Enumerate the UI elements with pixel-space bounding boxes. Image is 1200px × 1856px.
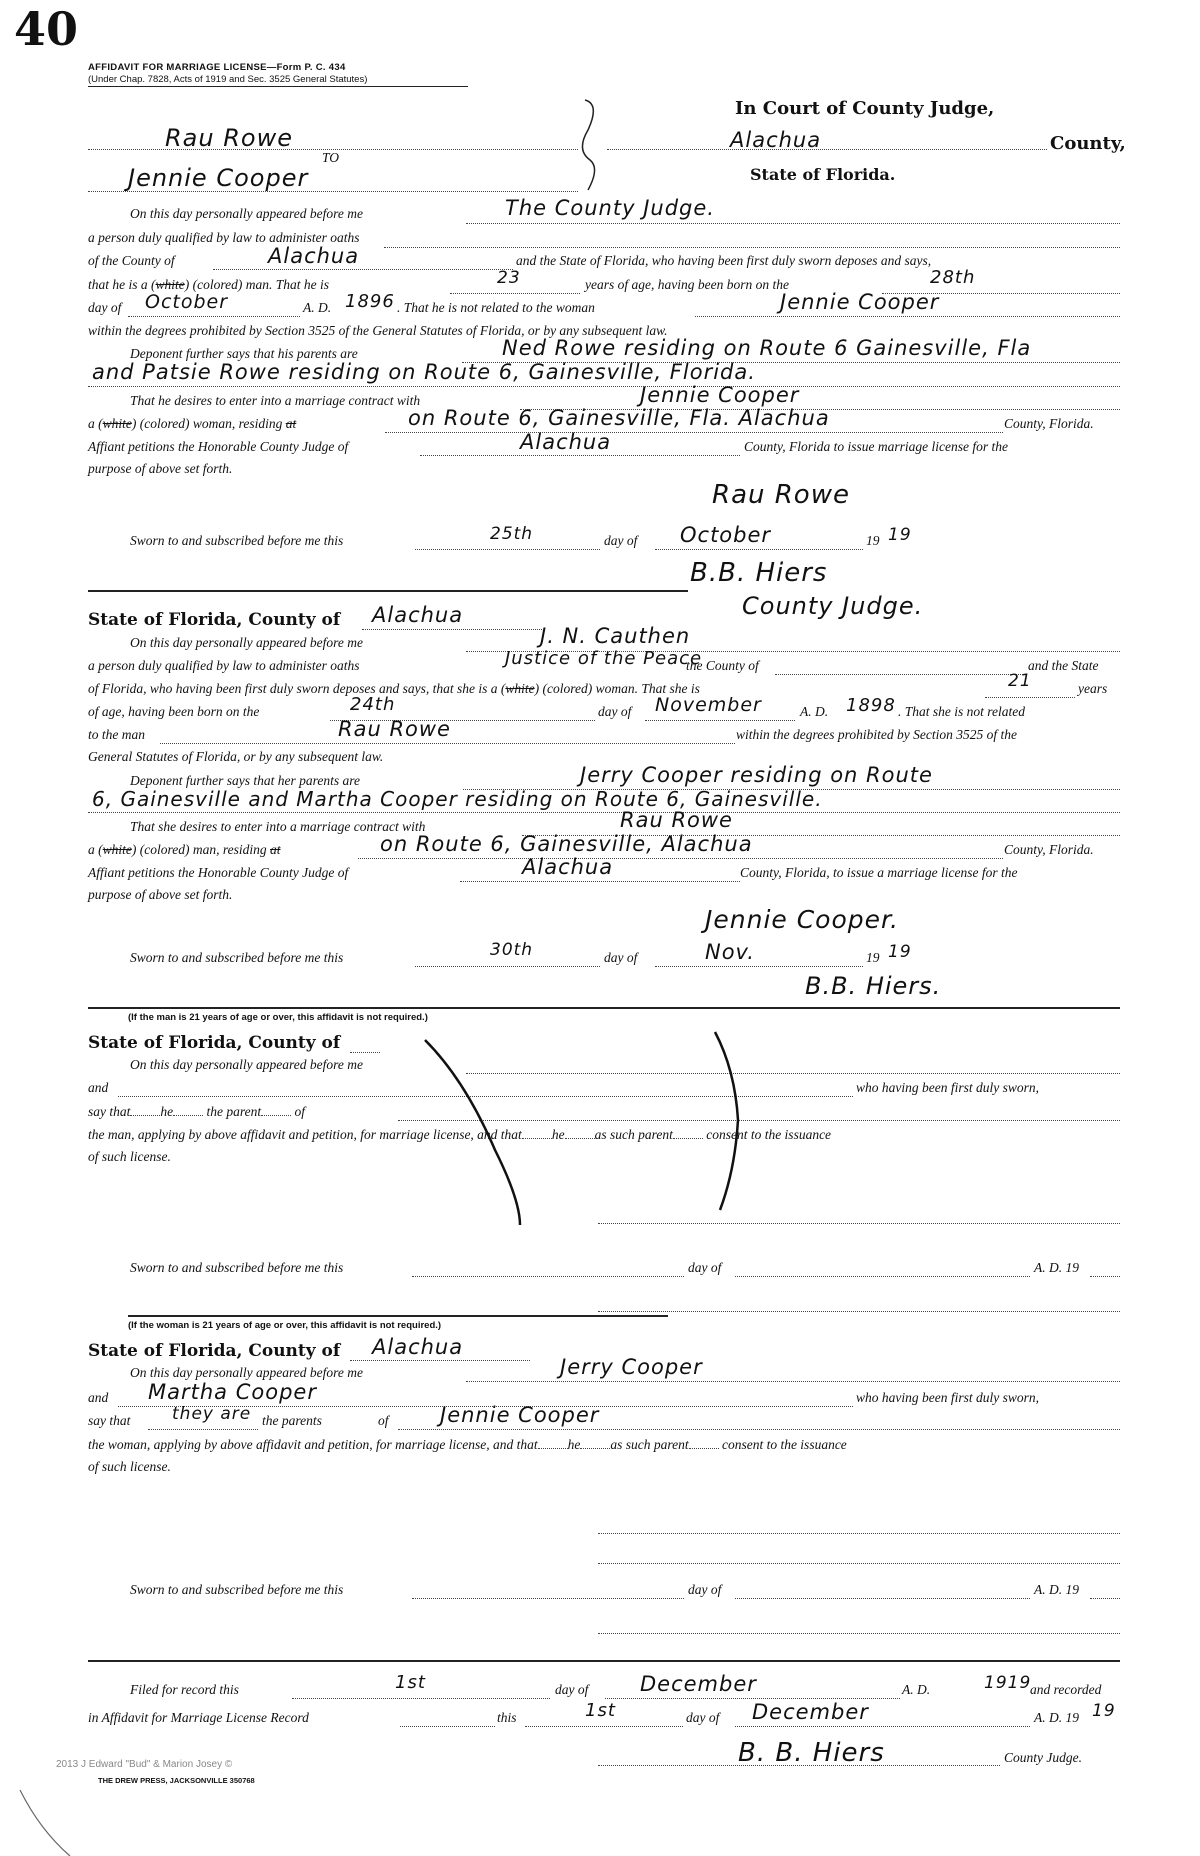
page-number: 40 [14, 2, 79, 56]
s1-sworn-month: October [680, 523, 772, 547]
s1-l10-post: County, Florida. [1004, 416, 1094, 431]
s1-parents-2: and Patsie Rowe residing on Route 6, Gainesville, Florida. [92, 360, 756, 384]
s4-l2-post: who having been first duly sworn, [856, 1390, 1039, 1405]
s2-l3-white: white [505, 681, 535, 696]
s4-child-name: Jennie Cooper [440, 1403, 600, 1427]
page-edge [20, 1790, 70, 1856]
s2-sworn-year: 19 [866, 950, 880, 965]
s1-day: 28th [930, 267, 976, 288]
s2-sworn-month: Nov. [705, 940, 755, 964]
s2-l11-pre: Affiant petitions the Honorable County Judge of [88, 865, 349, 880]
s2-parents-1: Jerry Cooper residing on Route [580, 763, 933, 787]
s2-sworn-mid: day of [604, 950, 638, 965]
s3-sworn-post: A. D. 19 [1034, 1260, 1079, 1275]
s1-county: Alachua [268, 244, 360, 268]
s1-l3-pre: of the County of [88, 253, 175, 268]
s1-l7-pre: Deponent further says that his parents are [130, 346, 358, 361]
s2-man: Rau Rowe [338, 717, 451, 741]
s2-l7-pre: Deponent further says that her parents are [130, 773, 360, 788]
s1-contract-with: Jennie Cooper [640, 383, 800, 407]
s1-l4-mid2: years of age, having been born on the [585, 277, 789, 292]
s2-ad: A. D. [800, 704, 829, 719]
s2-county: Alachua [372, 603, 464, 627]
s4-l4-mid: as such parent [610, 1437, 689, 1452]
s1-l12: purpose of above set forth. [88, 461, 233, 476]
printer-imprint: THE DREW PRESS, JACKSONVILLE 350768 [98, 1776, 255, 1785]
s4-l1-pre: On this day personally appeared before me [130, 1365, 363, 1380]
form-subheader: (Under Chap. 7828, Acts of 1919 and Sec. 3525 General Statutes) [88, 74, 368, 85]
s3-note: (If the man is 21 years of age or over, this affidavit is not required.) [128, 1012, 428, 1023]
party-bracket [582, 100, 594, 190]
f-l1-pre: Filed for record this [130, 1682, 239, 1697]
f-judge-signature: B. B. Hiers [738, 1738, 885, 1768]
s2-month: November [655, 694, 762, 716]
copyright-watermark: 2013 J Edward "Bud" & Marion Josey © [56, 1759, 233, 1770]
s3-heading: State of Florida, County of [88, 1033, 341, 1053]
s4-heading: State of Florida, County of [88, 1341, 341, 1361]
s4-l4a: the woman, applying by above affidavit and petition, for marriage license, and that [88, 1437, 538, 1452]
s2-l5-post: within the degrees prohibited by Section 3525 of the [736, 727, 1017, 742]
s4-parent-1: Jerry Cooper [560, 1355, 703, 1379]
cross-out-left [425, 1040, 520, 1225]
s3-sworn-mid: day of [688, 1260, 722, 1275]
court-heading: In Court of County Judge, [735, 98, 995, 119]
s2-l10-post: County, Florida. [1004, 842, 1094, 857]
s2-l12: purpose of above set forth. [88, 887, 233, 902]
s2-l3-mid: ) (colored) woman. That she is [534, 681, 700, 696]
f-year: 1919 [984, 1673, 1032, 1693]
s1-l6: within the degrees prohibited by Section 3525 of the General Statutes of Florida, or by any subsequent law. [88, 323, 668, 338]
court-county-label: County, [1050, 133, 1126, 154]
woman-name: Jennie Cooper [128, 164, 309, 192]
s1-year: 1896 [345, 291, 395, 312]
s1-age: 23 [497, 268, 521, 288]
s4-sworn-post: A. D. 19 [1034, 1582, 1079, 1597]
s1-residing: on Route 6, Gainesville, Fla. Alachua [408, 406, 830, 430]
s2-l3a: of Florida, who having been first duly sworn deposes and says, that she is a ( [88, 681, 506, 696]
s3-l2-post: who having been first duly sworn, [856, 1080, 1039, 1095]
s2-l4-mid: day of [598, 704, 632, 719]
s1-l5-mid: . That he is not related to the woman [397, 300, 595, 315]
s2-heading: State of Florida, County of [88, 610, 341, 630]
s3-l4-he: he [551, 1127, 565, 1142]
s2-officer: J. N. Cauthen [540, 624, 691, 648]
s4-sworn-pre: Sworn to and subscribed before me this [130, 1582, 344, 1597]
cross-out-right [715, 1032, 738, 1210]
s2-contract-with: Rau Rowe [620, 808, 733, 832]
s1-l10-white: white [102, 416, 132, 431]
s3-l4a: the man, applying by above affidavit and petition, for marriage license, and that [88, 1127, 522, 1142]
f-l2-year: 19 [1092, 1701, 1116, 1721]
s2-l4-post: . That she is not related [898, 704, 1025, 719]
s1-l2: a person duly qualified by law to administer oaths [88, 230, 360, 245]
s1-ad: A. D. [303, 300, 332, 315]
s1-l5-pre: day of [88, 300, 122, 315]
f-day: 1st [395, 1672, 426, 1693]
s4-parent-2: Martha Cooper [148, 1380, 317, 1404]
s1-l10-at: at [285, 416, 297, 431]
s2-year: 1898 [846, 695, 896, 716]
s2-parents-2: 6, Gainesville and Martha Cooper residing on Route 6, Gainesville. [92, 787, 823, 811]
court-state: State of Florida. [750, 165, 896, 184]
s1-parents-1: Ned Rowe residing on Route 6 Gainesville, Fla [502, 336, 1032, 360]
s2-l1-pre: On this day personally appeared before me [130, 635, 363, 650]
s3-l5: of such license. [88, 1149, 171, 1164]
s2-l4-pre: of age, having been born on the [88, 704, 260, 719]
s1-l9-pre: That he desires to enter into a marriage contract with [130, 393, 421, 408]
s1-l4-mid: ) (colored) man. That he is [184, 277, 329, 292]
s3-l4-mid: as such parent [594, 1127, 673, 1142]
f-l1-post: and recorded [1030, 1682, 1102, 1697]
s1-sworn-mid: day of [604, 533, 638, 548]
s2-l6: General Statutes of Florida, or by any subsequent law. [88, 749, 384, 764]
s3-l3-he: he [160, 1104, 174, 1119]
s1-l3-post: and the State of Florida, who having been first duly sworn deposes and says, [516, 253, 932, 268]
s3-l4-post: consent to the issuance [706, 1127, 832, 1142]
s2-residing: on Route 6, Gainesville, Alachua [380, 832, 753, 856]
s3-l2-pre: and [88, 1080, 109, 1095]
s4-they-are: they are [172, 1404, 252, 1424]
court-county: Alachua [730, 128, 822, 152]
form-header: AFFIDAVIT FOR MARRIAGE LICENSE—Form P. C. 434 [88, 62, 346, 73]
s1-month: October [145, 291, 229, 313]
s2-l11-post: County, Florida, to issue a marriage license for the [740, 865, 1018, 880]
s2-l10-mid: ) (colored) man, residing [131, 842, 267, 857]
s4-county: Alachua [372, 1335, 464, 1359]
s2-l10-white: white [102, 842, 132, 857]
s3-l3-of: of [294, 1104, 306, 1119]
s2-l2-mid: the County of [686, 658, 759, 673]
s1-signature: Rau Rowe [712, 480, 850, 510]
s2-judge-county: Alachua [522, 855, 614, 879]
s4-note: (If the woman is 21 years of age or over, this affidavit is not required.) [128, 1320, 442, 1331]
s1-l11-post: County, Florida to issue marriage license for the [744, 439, 1008, 454]
f-l2-mid: day of [686, 1710, 720, 1725]
s4-l4-he: he [567, 1437, 581, 1452]
s2-sworn-day: 30th [490, 940, 534, 960]
to-label: TO [322, 150, 340, 165]
s2-l10a: a ( [88, 842, 103, 857]
s2-age: 21 [1008, 671, 1032, 691]
s2-l2-pre: a person duly qualified by law to administer oaths [88, 658, 360, 673]
s1-l4a: that he is a ( [88, 277, 156, 292]
s1-l4-white: white [155, 277, 185, 292]
f-ad: A. D. [902, 1682, 931, 1697]
s1-l10a: a ( [88, 416, 103, 431]
s2-sworn-year-hw: 19 [888, 942, 912, 962]
s4-l4-post: consent to the issuance [721, 1437, 847, 1452]
s3-l3-mid: the parent [206, 1104, 262, 1119]
s1-judge-county: Alachua [520, 430, 612, 454]
s1-judge-title: County Judge. [742, 592, 924, 620]
s4-l3-pre: say that [88, 1413, 131, 1428]
f-month: December [640, 1672, 757, 1696]
man-name: Rau Rowe [165, 124, 293, 152]
s1-l1-text: On this day personally appeared before me [130, 206, 363, 221]
f-judge-title: County Judge. [1004, 1750, 1082, 1765]
f-l1-mid: day of [555, 1682, 589, 1697]
s1-officer: The County Judge. [505, 196, 715, 220]
s1-l10-mid: ) (colored) woman, residing [131, 416, 283, 431]
f-l2-this: this [497, 1710, 517, 1725]
s1-l11-pre: Affiant petitions the Honorable County Judge of [88, 439, 349, 454]
s2-l9-pre: That she desires to enter into a marriage contract with [130, 819, 426, 834]
s4-l3-of: of [378, 1413, 389, 1428]
f-l2-pre: in Affidavit for Marriage License Record [88, 1710, 309, 1725]
s1-woman: Jennie Cooper [780, 290, 940, 314]
s4-l3-mid: the parents [262, 1413, 322, 1428]
s1-sworn-day: 25th [490, 524, 534, 544]
s2-signature: Jennie Cooper. [705, 905, 899, 934]
s2-sworn-pre: Sworn to and subscribed before me this [130, 950, 344, 965]
s1-sworn-year: 19 [866, 533, 880, 548]
s4-l5: of such license. [88, 1459, 171, 1474]
s2-l3-post: years [1078, 681, 1108, 696]
f-l2-day: 1st [585, 1700, 616, 1721]
f-l2-ad: A. D. 19 [1034, 1710, 1079, 1725]
s1-judge-signature: B.B. Hiers [690, 558, 828, 588]
s4-sworn-mid: day of [688, 1582, 722, 1597]
s3-l3a: say that [88, 1104, 131, 1119]
s2-judge-signature: B.B. Hiers. [805, 972, 942, 1000]
s4-l2-pre: and [88, 1390, 109, 1405]
s2-day: 24th [350, 694, 396, 715]
s3-l1: On this day personally appeared before me [130, 1057, 363, 1072]
s2-officer-title: Justice of the Peace [505, 648, 703, 669]
s2-l5-pre: to the man [88, 727, 145, 742]
s2-l2-post: and the State [1028, 658, 1099, 673]
s1-sworn-pre: Sworn to and subscribed before me this [130, 533, 344, 548]
f-l2-month: December [752, 1700, 869, 1724]
s2-l10-at: at [269, 842, 281, 857]
s3-sworn-pre: Sworn to and subscribed before me this [130, 1260, 344, 1275]
s1-sworn-year-hw: 19 [888, 525, 912, 545]
